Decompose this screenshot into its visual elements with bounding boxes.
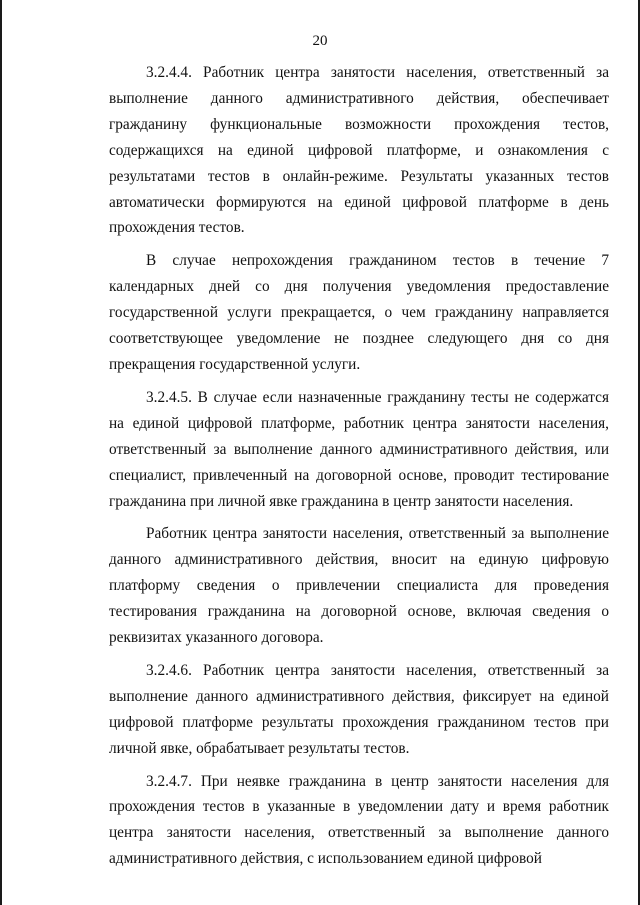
- paragraph-3-2-4-7: 3.2.4.7. При неявке гражданина в центр занятости населения для прохождения тестов в указанные в уведомлении дату и время работник центра занятости населения, ответственный за выполнение данного административного действия, с использованием единой цифровой: [109, 772, 609, 868]
- document-body: [109, 60, 609, 872]
- paragraph-3-2-4-5: 3.2.4.5. В случае если назначенные гражданину тесты не содержатся на единой цифровой платформе, работник центра занятости населения, ответственный за выполнение данного административного действия, или специалист, привлеченный на договорной основе, проводит тестирование гражданина при личной явке гражданина в центр занятости населения.: [109, 388, 609, 510]
- paragraph-3-2-4-6: 3.2.4.6. Работник центра занятости населения, ответственный за выполнение данного административного действия, фиксирует на единой цифровой платформе результаты прохождения гражданином тестов при личной явке, обрабатывает результаты тестов.: [109, 661, 609, 757]
- paragraph-3-2-4-4: 3.2.4.4. Работник центра занятости населения, ответственный за выполнение данного административного действия, обеспечивает гражданину функциональные возможности прохождения тестов, содержащихся на единой цифровой платформе, и ознакомления с результатами тестов в онлайн-режиме. Результаты указанных тестов автоматически формируются на единой цифровой платформе в день прохождения тестов.: [109, 64, 609, 237]
- paragraph-test-failure: В случае непрохождения гражданином тестов в течение 7 календарных дней со дня получения уведомления предоставление государственной услуги прекращается, о чем гражданину направляется соответствующее уведомление не позднее следующего дня со дня прекращения государственной услуги.: [109, 252, 609, 373]
- page-number: 20: [312, 33, 328, 49]
- paragraph-specialist-info: Работник центра занятости населения, ответственный за выполнение данного административного действия, вносит на единую цифровую платформу сведения о привлечении специалиста для проведения тестирования гражданина на договорной основе, включая сведения о реквизитах указанного договора.: [109, 525, 609, 647]
